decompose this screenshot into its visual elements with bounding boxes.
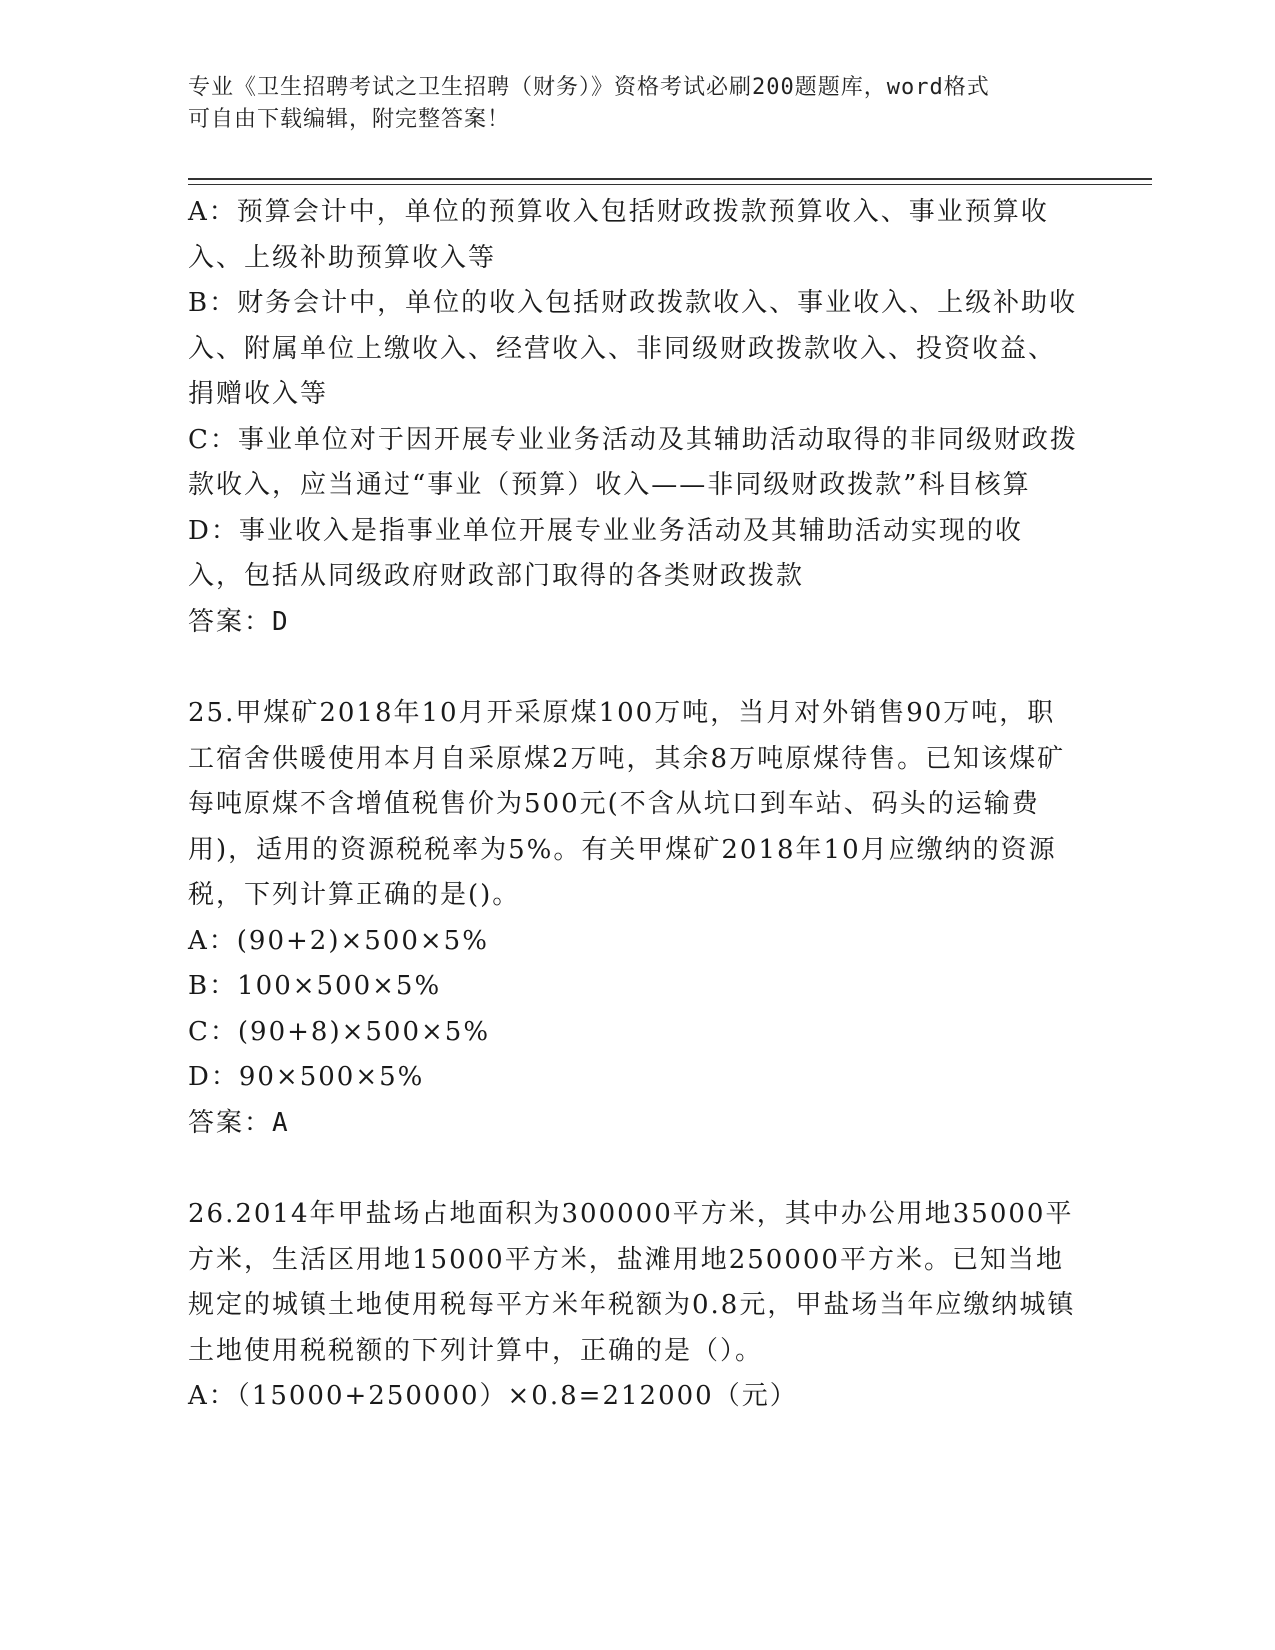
q24-option-a: A：预算会计中，单位的预算收入包括财政拨款预算收入、事业预算收入、上级补助预算收入等 bbox=[188, 197, 1049, 273]
q24-answer: 答案：D bbox=[188, 606, 290, 637]
q26-option-a: A：（15000+250000）×0.8=212000（元） bbox=[188, 1381, 798, 1411]
header-divider-thin bbox=[188, 184, 1152, 185]
q25-option-d: D：90×500×5% bbox=[188, 1062, 425, 1092]
q25-option-b: B：100×500×5% bbox=[188, 971, 442, 1001]
q26-stem: 26.2014年甲盐场占地面积为300000平方米，其中办公用地35000平方米，生活区用地15000平方米，盐滩用地250000平方米。已知当地规定的城镇土地使用税每平方米年税额为0.8元，甲盐场当年应缴纳城镇土地使用税税额的下列计算中，正确的是（）。 bbox=[188, 1199, 1076, 1366]
q25-option-c: C：(90+8)×500×5% bbox=[188, 1016, 491, 1047]
q24-option-b: B：财务会计中，单位的收入包括财政拨款收入、事业收入、上级补助收入、附属单位上缴收入、经营收入、非同级财政拨款收入、投资收益、捐赠收入等 bbox=[188, 288, 1078, 409]
q25-stem: 25.甲煤矿2018年10月开采原煤100万吨，当月对外销售90万吨，职工宿舍供暖使用本月自采原煤2万吨，其余8万吨原煤待售。已知该煤矿每吨原煤不含增值税售价为500元(不含从坑口到车站、码头的运输费用)，适用的资源税税率为5%。有关甲煤矿2018年10月应缴纳的资源税，下列计算正确的是()。 bbox=[188, 698, 1066, 910]
header-title-line-2: 可自由下载编辑，附完整答案！ bbox=[188, 107, 511, 132]
q24-option-d: D：事业收入是指事业单位开展专业业务活动及其辅助活动实现的收入，包括从同级政府财政部门取得的各类财政拨款 bbox=[188, 515, 1023, 591]
q25-option-a: A：(90+2)×500×5% bbox=[188, 925, 489, 956]
document-body bbox=[188, 190, 1078, 1420]
q25-answer: 答案：A bbox=[188, 1107, 290, 1138]
header-title-line-1: 专业《卫生招聘考试之卫生招聘（财务）》资格考试必刷200题题库，word格式 bbox=[188, 75, 990, 100]
document-header bbox=[188, 72, 1088, 136]
question-spacer bbox=[188, 645, 1078, 691]
q24-option-c: C：事业单位对于因开展专业业务活动及其辅助活动取得的非同级财政拨款收入，应当通过“事业（预算）收入——非同级财政拨款”科目核算 bbox=[188, 424, 1078, 500]
header-divider-thick bbox=[188, 178, 1152, 180]
question-spacer bbox=[188, 1146, 1078, 1192]
